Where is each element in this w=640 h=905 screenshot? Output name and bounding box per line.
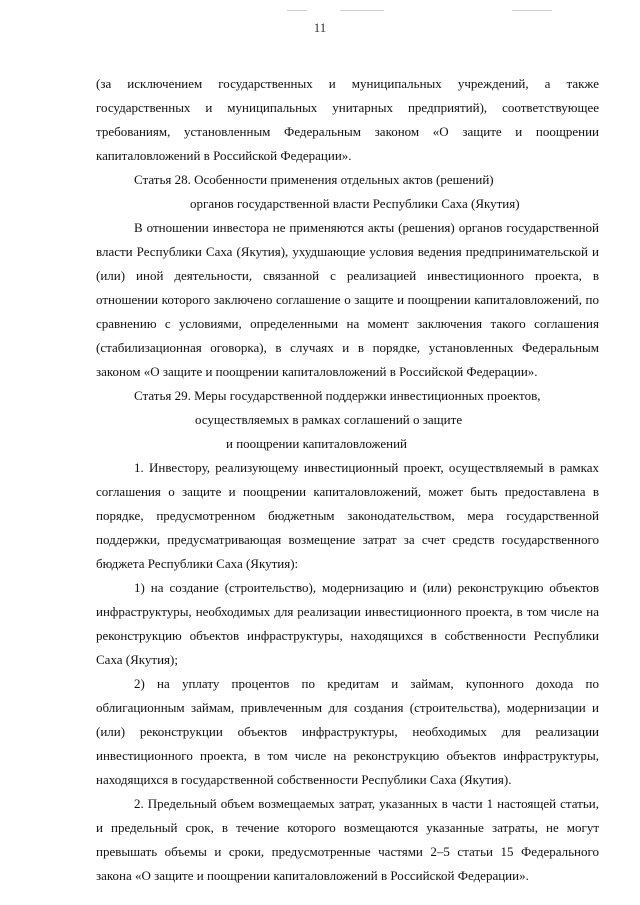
scan-artifact: [512, 10, 552, 11]
article-28-heading: [96, 168, 599, 216]
article-29-heading: [96, 384, 599, 456]
scan-artifact: [340, 10, 384, 11]
page-number: 11: [313, 20, 327, 35]
article-29-title-line3: и поощрении капиталовложений: [226, 436, 407, 451]
article-29-subpoint-1: 1) на создание (строительство), модернизацию и (или) реконструкцию объектов инфраструктуры, необходимых для реализации инвестиционного проекта, в том числе на реконструкцию объектов инфраструктуры, находящихся в собственности Республики Саха (Якутия);: [96, 580, 599, 667]
intro-paragraph: (за исключением государственных и муниципальных учреждений, а также государственных и муниципальных унитарных предприятий), соответствующее требованиям, установленным Федеральным законом «О защите и поощрении капиталовложений в Российской Федерации».: [96, 76, 599, 163]
article-29-title-line1: Статья 29. Меры государственной поддержки инвестиционных проектов,: [134, 388, 541, 403]
article-29-point-2: 2. Предельный объем возмещаемых затрат, указанных в части 1 настоящей статьи, и предельный срок, в течение которого возмещаются указанные затраты, не могут превышать объемы и сроки, предусмотренные частями 2–5 статьи 15 Федерального закона «О защите и поощрении капиталовложений в Российской Федерации».: [96, 796, 599, 883]
article-28-title-line2: органов государственной власти Республики Саха (Якутия): [190, 196, 520, 211]
article-29-point-1: 1. Инвестору, реализующему инвестиционный проект, осуществляемый в рамках соглашения о защите и поощрении капиталовложений, может быть предоставлена в порядке, предусмотренном бюджетным законодательством, мера государственной поддержки, предусматривающая возмещение затрат за счет средств государственного бюджета Республики Саха (Якутия):: [96, 460, 599, 571]
article-29-title-line2: осуществляемых в рамках соглашений о защите: [195, 412, 463, 427]
article-28-title-line1: Статья 28. Особенности применения отдельных актов (решений): [134, 172, 494, 187]
article-28-body: В отношении инвестора не применяются акты (решения) органов государственной власти Республики Саха (Якутия), ухудшающие условия ведения предпринимательской и (или) иной деятельности, связанной с реализацией инвестиционного проекта, в отношении которого заключено соглашение о защите и поощрении капиталовложений, по сравнению с условиями, определенными на момент заключения такого соглашения (стабилизационная оговорка), в случаях и в порядке, установленных Федеральным законом «О защите и поощрении капиталовложений в Российской Федерации».: [96, 220, 599, 379]
scan-artifact: [287, 10, 307, 11]
document-body: [96, 72, 599, 888]
article-29-subpoint-2: 2) на уплату процентов по кредитам и займам, купонного дохода по облигационным займам, привлеченным для создания (строительства), модернизации и (или) реконструкции объектов инфраструктуры, необходимых для реализации инвестиционного проекта, в том числе на реконструкцию объектов инфраструктуры, находящихся в государственной собственности Республики Саха (Якутия).: [96, 676, 599, 787]
